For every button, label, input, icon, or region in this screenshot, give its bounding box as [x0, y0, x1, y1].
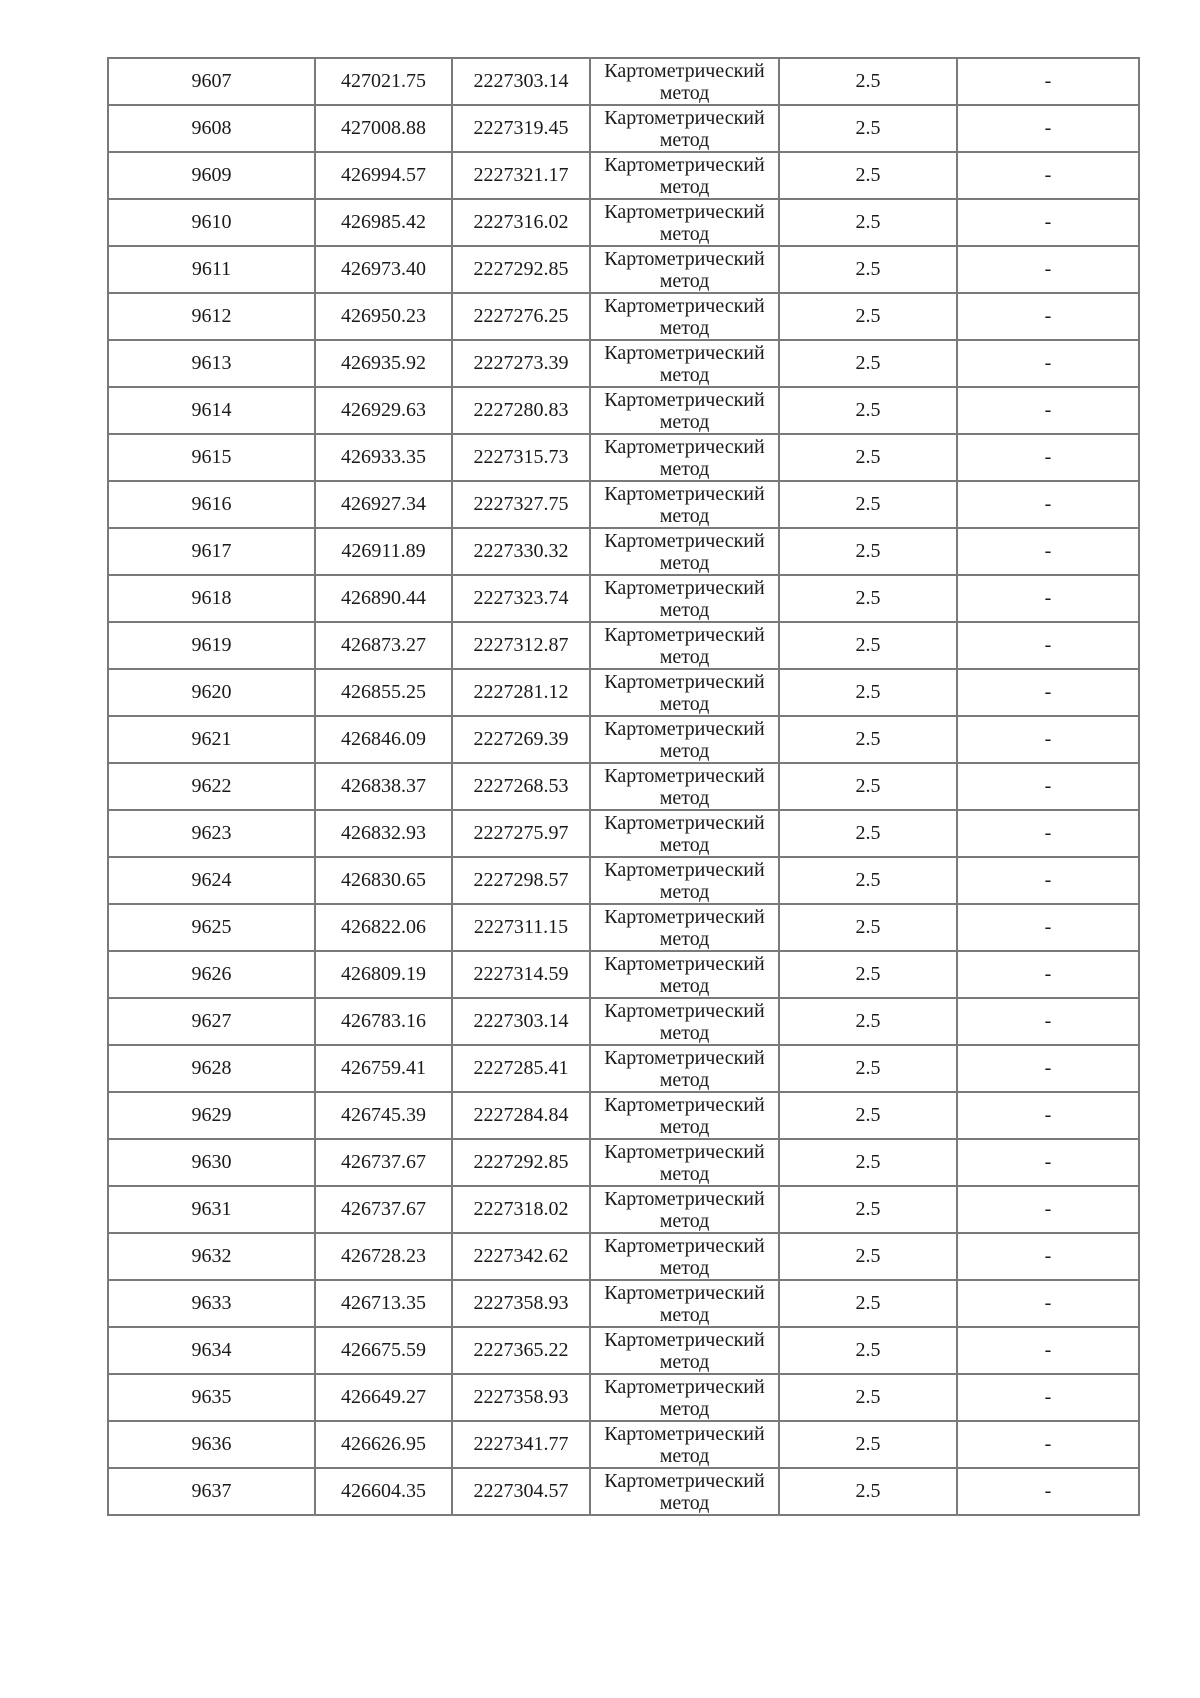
y-coordinate-cell: 2227304.57: [452, 1468, 590, 1515]
table-row: [108, 904, 1139, 951]
method-line-2: метод: [659, 1256, 710, 1279]
point-number-cell: 9623: [108, 810, 315, 857]
point-number-cell: 9619: [108, 622, 315, 669]
method-line-1: Картометрический: [604, 905, 765, 928]
method-cell: [590, 951, 779, 998]
accuracy-cell: 2.5: [779, 622, 957, 669]
y-coordinate-cell: 2227280.83: [452, 387, 590, 434]
method-line-2: метод: [659, 1162, 710, 1185]
table-row: [108, 387, 1139, 434]
note-cell: -: [957, 293, 1139, 340]
note-cell: -: [957, 1468, 1139, 1515]
x-coordinate-cell: 426745.39: [315, 1092, 452, 1139]
table-row: [108, 1139, 1139, 1186]
accuracy-cell: 2.5: [779, 1374, 957, 1421]
accuracy-cell: 2.5: [779, 1327, 957, 1374]
method-cell: [590, 528, 779, 575]
accuracy-cell: 2.5: [779, 1468, 957, 1515]
method-cell: [590, 763, 779, 810]
accuracy-cell: 2.5: [779, 669, 957, 716]
note-cell: -: [957, 1233, 1139, 1280]
accuracy-cell: 2.5: [779, 293, 957, 340]
y-coordinate-cell: 2227315.73: [452, 434, 590, 481]
table-row: [108, 575, 1139, 622]
point-number-cell: 9625: [108, 904, 315, 951]
method-cell: [590, 340, 779, 387]
y-coordinate-cell: 2227269.39: [452, 716, 590, 763]
table-row: [108, 105, 1139, 152]
note-cell: -: [957, 810, 1139, 857]
table-row: [108, 857, 1139, 904]
x-coordinate-cell: 426649.27: [315, 1374, 452, 1421]
method-line-2: метод: [659, 269, 710, 292]
accuracy-cell: 2.5: [779, 575, 957, 622]
x-coordinate-cell: 426783.16: [315, 998, 452, 1045]
method-cell: [590, 810, 779, 857]
note-cell: -: [957, 1045, 1139, 1092]
method-line-1: Картометрический: [604, 952, 765, 975]
y-coordinate-cell: 2227316.02: [452, 199, 590, 246]
point-number-cell: 9629: [108, 1092, 315, 1139]
method-cell: [590, 1280, 779, 1327]
y-coordinate-cell: 2227284.84: [452, 1092, 590, 1139]
note-cell: -: [957, 528, 1139, 575]
table-row: [108, 481, 1139, 528]
point-number-cell: 9630: [108, 1139, 315, 1186]
method-line-1: Картометрический: [604, 999, 765, 1022]
method-line-1: Картометрический: [604, 59, 765, 82]
note-cell: -: [957, 340, 1139, 387]
y-coordinate-cell: 2227273.39: [452, 340, 590, 387]
method-line-2: метод: [659, 81, 710, 104]
note-cell: -: [957, 951, 1139, 998]
x-coordinate-cell: 426809.19: [315, 951, 452, 998]
accuracy-cell: 2.5: [779, 716, 957, 763]
accuracy-cell: 2.5: [779, 951, 957, 998]
table-row: [108, 622, 1139, 669]
note-cell: -: [957, 1280, 1139, 1327]
method-line-1: Картометрический: [604, 764, 765, 787]
y-coordinate-cell: 2227292.85: [452, 1139, 590, 1186]
note-cell: -: [957, 669, 1139, 716]
table-row: [108, 951, 1139, 998]
method-line-1: Картометрический: [604, 1281, 765, 1304]
method-cell: [590, 904, 779, 951]
method-line-1: Картометрический: [604, 341, 765, 364]
x-coordinate-cell: 426737.67: [315, 1139, 452, 1186]
method-line-2: метод: [659, 1397, 710, 1420]
method-line-2: метод: [659, 1303, 710, 1326]
y-coordinate-cell: 2227330.32: [452, 528, 590, 575]
method-cell: [590, 481, 779, 528]
point-number-cell: 9614: [108, 387, 315, 434]
method-cell: [590, 998, 779, 1045]
accuracy-cell: 2.5: [779, 387, 957, 434]
table-row: [108, 1468, 1139, 1515]
table-row: [108, 1374, 1139, 1421]
y-coordinate-cell: 2227314.59: [452, 951, 590, 998]
method-cell: [590, 293, 779, 340]
accuracy-cell: 2.5: [779, 904, 957, 951]
method-cell: [590, 387, 779, 434]
method-line-2: метод: [659, 1444, 710, 1467]
note-cell: -: [957, 387, 1139, 434]
point-number-cell: 9610: [108, 199, 315, 246]
point-number-cell: 9635: [108, 1374, 315, 1421]
note-cell: -: [957, 105, 1139, 152]
note-cell: -: [957, 246, 1139, 293]
x-coordinate-cell: 426830.65: [315, 857, 452, 904]
x-coordinate-cell: 426985.42: [315, 199, 452, 246]
y-coordinate-cell: 2227341.77: [452, 1421, 590, 1468]
method-line-1: Картометрический: [604, 1046, 765, 1069]
method-line-1: Картометрический: [604, 1375, 765, 1398]
method-line-2: метод: [659, 974, 710, 997]
x-coordinate-cell: 426728.23: [315, 1233, 452, 1280]
note-cell: -: [957, 1327, 1139, 1374]
accuracy-cell: 2.5: [779, 1233, 957, 1280]
point-number-cell: 9616: [108, 481, 315, 528]
method-cell: [590, 434, 779, 481]
accuracy-cell: 2.5: [779, 58, 957, 105]
point-number-cell: 9626: [108, 951, 315, 998]
x-coordinate-cell: 426873.27: [315, 622, 452, 669]
method-cell: [590, 575, 779, 622]
method-cell: [590, 1374, 779, 1421]
method-cell: [590, 1092, 779, 1139]
accuracy-cell: 2.5: [779, 763, 957, 810]
method-cell: [590, 246, 779, 293]
note-cell: -: [957, 1139, 1139, 1186]
note-cell: -: [957, 1374, 1139, 1421]
x-coordinate-cell: 426838.37: [315, 763, 452, 810]
method-line-1: Картометрический: [604, 294, 765, 317]
method-line-2: метод: [659, 692, 710, 715]
method-line-1: Картометрический: [604, 1140, 765, 1163]
y-coordinate-cell: 2227292.85: [452, 246, 590, 293]
point-number-cell: 9617: [108, 528, 315, 575]
table-row: [108, 1233, 1139, 1280]
x-coordinate-cell: 426927.34: [315, 481, 452, 528]
y-coordinate-cell: 2227318.02: [452, 1186, 590, 1233]
table-row: [108, 340, 1139, 387]
x-coordinate-cell: 426973.40: [315, 246, 452, 293]
note-cell: -: [957, 904, 1139, 951]
method-line-1: Картометрический: [604, 1328, 765, 1351]
coordinates-table: [107, 57, 1140, 1516]
accuracy-cell: 2.5: [779, 1045, 957, 1092]
x-coordinate-cell: 427021.75: [315, 58, 452, 105]
accuracy-cell: 2.5: [779, 199, 957, 246]
method-cell: [590, 199, 779, 246]
accuracy-cell: 2.5: [779, 340, 957, 387]
y-coordinate-cell: 2227312.87: [452, 622, 590, 669]
method-cell: [590, 152, 779, 199]
table-row: [108, 810, 1139, 857]
note-cell: -: [957, 857, 1139, 904]
accuracy-cell: 2.5: [779, 1139, 957, 1186]
x-coordinate-cell: 426713.35: [315, 1280, 452, 1327]
point-number-cell: 9624: [108, 857, 315, 904]
x-coordinate-cell: 426950.23: [315, 293, 452, 340]
y-coordinate-cell: 2227275.97: [452, 810, 590, 857]
method-line-2: метод: [659, 175, 710, 198]
table-row: [108, 152, 1139, 199]
method-line-1: Картометрический: [604, 858, 765, 881]
accuracy-cell: 2.5: [779, 1092, 957, 1139]
table-row: [108, 763, 1139, 810]
accuracy-cell: 2.5: [779, 810, 957, 857]
method-line-1: Картометрический: [604, 1187, 765, 1210]
note-cell: -: [957, 1421, 1139, 1468]
x-coordinate-cell: 426737.67: [315, 1186, 452, 1233]
point-number-cell: 9612: [108, 293, 315, 340]
y-coordinate-cell: 2227303.14: [452, 998, 590, 1045]
point-number-cell: 9608: [108, 105, 315, 152]
table-row: [108, 998, 1139, 1045]
table-row: [108, 1421, 1139, 1468]
point-number-cell: 9611: [108, 246, 315, 293]
note-cell: -: [957, 575, 1139, 622]
point-number-cell: 9632: [108, 1233, 315, 1280]
method-line-1: Картометрический: [604, 1234, 765, 1257]
table-row: [108, 1092, 1139, 1139]
method-line-1: Картометрический: [604, 717, 765, 740]
method-line-2: метод: [659, 1491, 710, 1514]
method-line-1: Картометрический: [604, 1093, 765, 1116]
note-cell: -: [957, 152, 1139, 199]
y-coordinate-cell: 2227358.93: [452, 1280, 590, 1327]
x-coordinate-cell: 426929.63: [315, 387, 452, 434]
method-cell: [590, 857, 779, 904]
coordinates-table-body: [108, 58, 1139, 1515]
y-coordinate-cell: 2227323.74: [452, 575, 590, 622]
method-line-2: метод: [659, 504, 710, 527]
method-line-1: Картометрический: [604, 670, 765, 693]
note-cell: -: [957, 763, 1139, 810]
table-row: [108, 434, 1139, 481]
table-row: [108, 1045, 1139, 1092]
y-coordinate-cell: 2227281.12: [452, 669, 590, 716]
accuracy-cell: 2.5: [779, 1421, 957, 1468]
method-line-1: Картометрический: [604, 529, 765, 552]
y-coordinate-cell: 2227298.57: [452, 857, 590, 904]
method-line-2: метод: [659, 1068, 710, 1091]
method-cell: [590, 105, 779, 152]
accuracy-cell: 2.5: [779, 105, 957, 152]
method-line-2: метод: [659, 222, 710, 245]
method-cell: [590, 1468, 779, 1515]
method-cell: [590, 716, 779, 763]
note-cell: -: [957, 58, 1139, 105]
y-coordinate-cell: 2227342.62: [452, 1233, 590, 1280]
method-line-2: метод: [659, 316, 710, 339]
note-cell: -: [957, 1092, 1139, 1139]
method-cell: [590, 58, 779, 105]
accuracy-cell: 2.5: [779, 857, 957, 904]
point-number-cell: 9627: [108, 998, 315, 1045]
y-coordinate-cell: 2227319.45: [452, 105, 590, 152]
method-line-1: Картометрический: [604, 247, 765, 270]
method-line-1: Картометрический: [604, 200, 765, 223]
point-number-cell: 9628: [108, 1045, 315, 1092]
method-cell: [590, 622, 779, 669]
point-number-cell: 9609: [108, 152, 315, 199]
note-cell: -: [957, 716, 1139, 763]
method-line-2: метод: [659, 786, 710, 809]
table-row: [108, 669, 1139, 716]
method-line-1: Картометрический: [604, 106, 765, 129]
method-line-2: метод: [659, 551, 710, 574]
method-line-1: Картометрический: [604, 388, 765, 411]
method-line-1: Картометрический: [604, 811, 765, 834]
table-row: [108, 1327, 1139, 1374]
x-coordinate-cell: 426933.35: [315, 434, 452, 481]
method-line-2: метод: [659, 833, 710, 856]
note-cell: -: [957, 199, 1139, 246]
method-line-2: метод: [659, 457, 710, 480]
method-line-1: Картометрический: [604, 576, 765, 599]
accuracy-cell: 2.5: [779, 1186, 957, 1233]
y-coordinate-cell: 2227268.53: [452, 763, 590, 810]
x-coordinate-cell: 426846.09: [315, 716, 452, 763]
table-row: [108, 528, 1139, 575]
x-coordinate-cell: 426626.95: [315, 1421, 452, 1468]
table-row: [108, 1280, 1139, 1327]
note-cell: -: [957, 622, 1139, 669]
point-number-cell: 9613: [108, 340, 315, 387]
y-coordinate-cell: 2227327.75: [452, 481, 590, 528]
point-number-cell: 9615: [108, 434, 315, 481]
x-coordinate-cell: 427008.88: [315, 105, 452, 152]
point-number-cell: 9633: [108, 1280, 315, 1327]
x-coordinate-cell: 426822.06: [315, 904, 452, 951]
y-coordinate-cell: 2227276.25: [452, 293, 590, 340]
method-cell: [590, 1139, 779, 1186]
method-line-2: метод: [659, 363, 710, 386]
table-row: [108, 716, 1139, 763]
x-coordinate-cell: 426675.59: [315, 1327, 452, 1374]
method-line-1: Картометрический: [604, 153, 765, 176]
y-coordinate-cell: 2227321.17: [452, 152, 590, 199]
point-number-cell: 9631: [108, 1186, 315, 1233]
accuracy-cell: 2.5: [779, 434, 957, 481]
method-line-1: Картометрический: [604, 1469, 765, 1492]
point-number-cell: 9637: [108, 1468, 315, 1515]
x-coordinate-cell: 426994.57: [315, 152, 452, 199]
x-coordinate-cell: 426935.92: [315, 340, 452, 387]
method-cell: [590, 669, 779, 716]
table-row: [108, 1186, 1139, 1233]
method-line-2: метод: [659, 927, 710, 950]
method-line-2: метод: [659, 880, 710, 903]
accuracy-cell: 2.5: [779, 998, 957, 1045]
method-line-2: метод: [659, 128, 710, 151]
method-line-1: Картометрический: [604, 623, 765, 646]
x-coordinate-cell: 426911.89: [315, 528, 452, 575]
point-number-cell: 9618: [108, 575, 315, 622]
method-cell: [590, 1421, 779, 1468]
x-coordinate-cell: 426832.93: [315, 810, 452, 857]
method-line-2: метод: [659, 598, 710, 621]
y-coordinate-cell: 2227285.41: [452, 1045, 590, 1092]
table-row: [108, 293, 1139, 340]
method-line-2: метод: [659, 739, 710, 762]
method-cell: [590, 1045, 779, 1092]
point-number-cell: 9607: [108, 58, 315, 105]
accuracy-cell: 2.5: [779, 152, 957, 199]
x-coordinate-cell: 426604.35: [315, 1468, 452, 1515]
note-cell: -: [957, 1186, 1139, 1233]
x-coordinate-cell: 426759.41: [315, 1045, 452, 1092]
accuracy-cell: 2.5: [779, 528, 957, 575]
method-line-1: Картометрический: [604, 435, 765, 458]
x-coordinate-cell: 426890.44: [315, 575, 452, 622]
method-line-2: метод: [659, 410, 710, 433]
point-number-cell: 9620: [108, 669, 315, 716]
method-line-2: метод: [659, 1115, 710, 1138]
y-coordinate-cell: 2227311.15: [452, 904, 590, 951]
method-line-1: Картометрический: [604, 482, 765, 505]
method-line-2: метод: [659, 1209, 710, 1232]
table-row: [108, 246, 1139, 293]
method-line-1: Картометрический: [604, 1422, 765, 1445]
point-number-cell: 9636: [108, 1421, 315, 1468]
y-coordinate-cell: 2227365.22: [452, 1327, 590, 1374]
accuracy-cell: 2.5: [779, 1280, 957, 1327]
y-coordinate-cell: 2227358.93: [452, 1374, 590, 1421]
table-row: [108, 199, 1139, 246]
method-cell: [590, 1186, 779, 1233]
accuracy-cell: 2.5: [779, 246, 957, 293]
note-cell: -: [957, 434, 1139, 481]
table-row: [108, 58, 1139, 105]
method-cell: [590, 1233, 779, 1280]
point-number-cell: 9622: [108, 763, 315, 810]
method-line-2: метод: [659, 1350, 710, 1373]
note-cell: -: [957, 481, 1139, 528]
method-line-2: метод: [659, 645, 710, 668]
method-cell: [590, 1327, 779, 1374]
note-cell: -: [957, 998, 1139, 1045]
y-coordinate-cell: 2227303.14: [452, 58, 590, 105]
accuracy-cell: 2.5: [779, 481, 957, 528]
point-number-cell: 9621: [108, 716, 315, 763]
point-number-cell: 9634: [108, 1327, 315, 1374]
method-line-2: метод: [659, 1021, 710, 1044]
x-coordinate-cell: 426855.25: [315, 669, 452, 716]
